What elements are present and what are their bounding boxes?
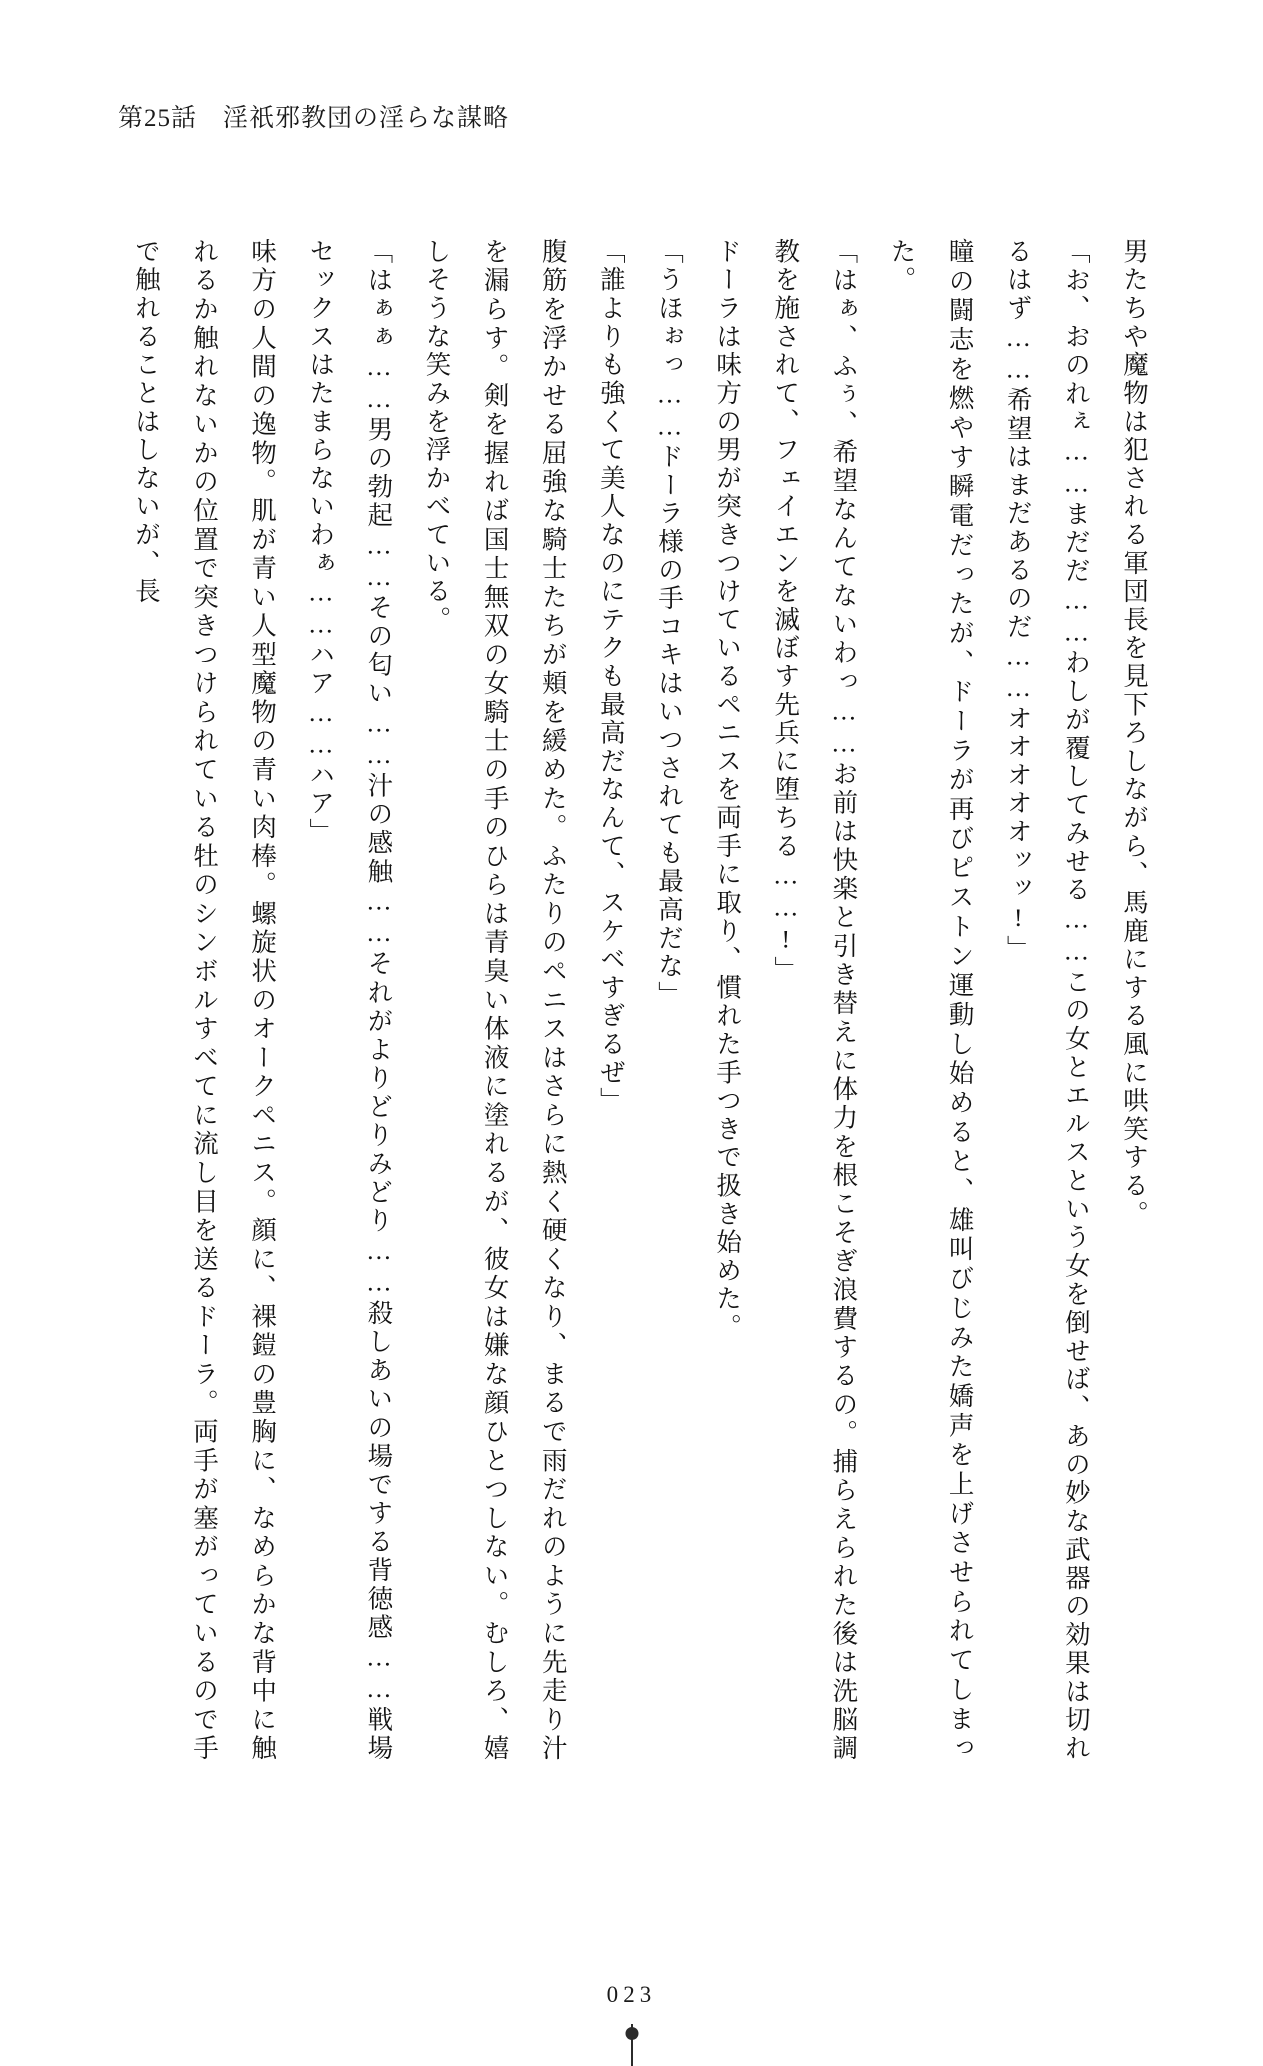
page-body [100, 238, 1163, 1768]
paragraph: 「はぁ、ふぅ、希望なんてないわっ……お前は快楽と引き替えに体力を根こそぎ浪費するの。捕らえられた後は洗脳調教を施されて、フェイエンを滅ぼす先兵に堕ちる……!」 [771, 238, 859, 1763]
paragraph: 「うほぉっ……ドーラ様の手コキはいつされても最高だな」 [655, 238, 684, 1010]
paragraph: ドーラは味方の男が突きつけているペニスを両手に取り、慣れた手つきで扱き始めた。 [713, 238, 743, 1342]
paragraph: 瞳の闘志を燃やす瞬電だったが、ドーラが再びピストン運動し始めると、雄叫びじみた嬌声を上げさせられてしまった。 [887, 238, 975, 1763]
running-header [118, 98, 509, 134]
paragraph: 腹筋を浮かせる屈強な騎士たちが頬を緩めた。ふたりのペニスはさらに熱く硬くなり、まるで雨だれのように先走り汁を漏らす。剣を握れば国士無双の女騎士の手のひらは青臭い体液に塗れるが、彼女は嫌な顔ひとつしない。むしろ、嬉しそうな笑みを浮かべている。 [422, 238, 568, 1763]
paragraph: 「誰よりも強くて美人なのにテクも最高だなんて、スケベすぎるぜ」 [596, 238, 626, 1116]
vertical-text-block [100, 238, 1163, 1763]
paragraph: 「お、おのれぇ……まだだ……わしが覆してみせる……この女とエルスという女を倒せば、あの妙な武器の効果は切れるはず……希望はまだあるのだ……オオオオオッッ!」 [1003, 238, 1091, 1763]
chapter-title: 淫祇邪教団の淫らな謀略 [223, 105, 510, 132]
footer-rule-ornament [631, 2024, 633, 2066]
chapter-number: 第25話 [118, 105, 198, 132]
paragraph: 男たちや魔物は犯される軍団長を見下ろしながら、馬鹿にする風に哄笑する。 [1120, 238, 1149, 1229]
paragraph: 「はぁぁ……男の勃起……その匂い……汁の感触……それがよりどりみどり……殺しあいの場でする背徳感……戦場セックスはたまらないわぁ……ハア……ハア」 [306, 238, 394, 1763]
page-number: 023 [606, 1982, 657, 2007]
paragraph: 味方の人間の逸物。肌が青い人型魔物の青い肉棒。螺旋状のオークペニス。顔に、裸鎧の豊胸に、なめらかな背中に触れるか触れないかの位置で突きつけられている牡のシンボルすべてに流し目を送るドーラ。両手が塞がっているので手で触れることはしないが、長 [131, 238, 278, 1763]
